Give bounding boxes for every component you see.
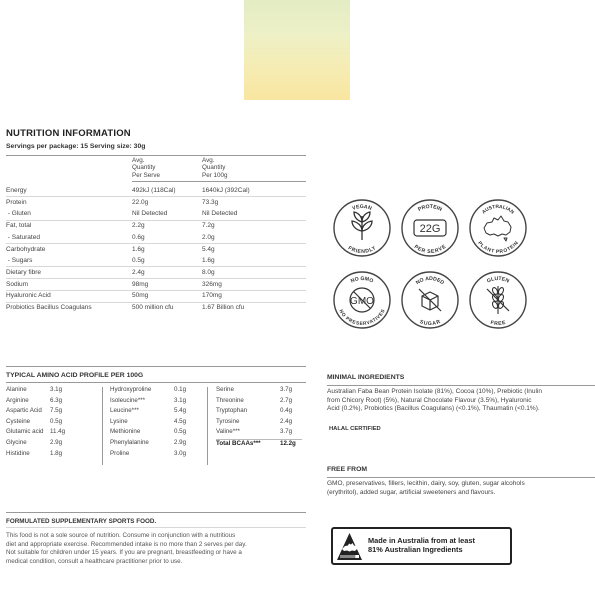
amino-value: 2.9g xyxy=(50,438,63,446)
nutrition-row xyxy=(6,290,306,301)
no-added-sugar-badge xyxy=(400,270,460,330)
amino-value: 3.7g xyxy=(280,428,293,436)
divider xyxy=(6,366,306,367)
australian-made-logo-icon xyxy=(336,532,363,561)
amino-name: Proline xyxy=(110,449,130,457)
nutrition-row xyxy=(6,185,306,196)
nutrient-name: Carbohydrate xyxy=(6,245,46,253)
amino-value: 12.2g xyxy=(280,439,296,447)
svg-text:PROTEIN: PROTEIN xyxy=(417,203,443,213)
svg-text:NO ADDED: NO ADDED xyxy=(414,275,446,287)
per-100g-value: 2.0g xyxy=(202,233,215,241)
amino-value: 0.5g xyxy=(50,417,63,425)
amino-value: 2.9g xyxy=(174,438,187,446)
per-serve-value: 98mg xyxy=(132,280,149,288)
amino-row xyxy=(6,418,92,429)
divider xyxy=(327,477,595,478)
amino-value: 3.7g xyxy=(280,386,293,393)
free-from-title: FREE FROM xyxy=(327,466,368,473)
per-serve-value: 50mg xyxy=(132,292,149,300)
vegan-friendly-badge xyxy=(332,198,392,258)
amino-value: 3.1g xyxy=(50,386,63,393)
halal-certified: HALAL CERTIFIED xyxy=(329,426,381,432)
divider xyxy=(6,155,306,156)
per-serve-value: 500 million cfu xyxy=(132,304,174,311)
amino-name: Phenylalanine xyxy=(110,438,149,446)
australia-map-icon xyxy=(484,216,511,241)
amino-name: Cysteine xyxy=(6,417,31,425)
ingredients-title: MINIMAL INGREDIENTS xyxy=(327,374,405,381)
amino-row xyxy=(110,439,190,450)
per-serve-value: 22.0g xyxy=(132,198,149,206)
amino-name: Valine*** xyxy=(216,428,240,436)
svg-text:SUGAR: SUGAR xyxy=(418,318,442,328)
amino-row xyxy=(6,439,92,450)
nutrient-name: Hyaluronic Acid xyxy=(6,292,51,300)
svg-text:GMO: GMO xyxy=(350,296,374,307)
amino-value: 4.5g xyxy=(174,417,187,425)
divider xyxy=(6,527,306,528)
per-100g-value: 170mg xyxy=(202,292,222,300)
col-header-per-100g: Avg. Quantity Per 100g xyxy=(202,157,228,179)
nutrition-row xyxy=(6,208,306,219)
nutrition-row xyxy=(6,267,306,278)
amino-name: Hydroxyproline xyxy=(110,386,152,393)
nutrient-name: Fat, total xyxy=(6,222,32,230)
svg-text:FREE: FREE xyxy=(489,319,507,328)
per-serve-value: 2.4g xyxy=(132,268,145,276)
per-serve-value: 0.5g xyxy=(132,257,145,265)
divider xyxy=(6,382,306,383)
amino-row xyxy=(6,407,92,418)
per-100g-value: 1640kJ (392Cal) xyxy=(202,187,250,194)
amino-row xyxy=(110,428,190,439)
svg-text:NO PRESERVATIVES: NO PRESERVATIVES xyxy=(337,309,387,328)
amino-value: 6.3g xyxy=(50,396,63,404)
nutrient-name: Dietary fibre xyxy=(6,268,42,276)
formulated-sports-food: FORMULATED SUPPLEMENTARY SPORTS FOOD. xyxy=(6,518,157,525)
svg-text:22G: 22G xyxy=(419,223,441,235)
amino-value: 7.5g xyxy=(50,407,63,415)
amino-name: Tyrosine xyxy=(216,417,240,425)
amino-value: 11.4g xyxy=(50,428,66,436)
ingredient-percentage-bar xyxy=(340,555,355,558)
gluten-free-badge xyxy=(468,270,528,330)
nutrition-row xyxy=(6,232,306,243)
amino-row xyxy=(216,418,302,429)
amino-col-2 xyxy=(110,386,190,460)
amino-value: 0.4g xyxy=(280,407,293,415)
divider xyxy=(327,385,595,386)
amino-row xyxy=(6,428,92,439)
amino-name: Lysine xyxy=(110,417,128,425)
protein-per-serve-badge xyxy=(400,198,460,258)
svg-text:NO GMO: NO GMO xyxy=(349,275,375,285)
per-100g-value: 1.67 Billion cfu xyxy=(202,304,245,311)
amino-name: Histidine xyxy=(6,449,30,457)
per-100g-value: 5.4g xyxy=(202,245,215,253)
certification-badges xyxy=(328,198,528,336)
amino-row xyxy=(110,450,190,461)
amino-value: 3.0g xyxy=(174,449,187,457)
amino-value: 2.4g xyxy=(280,417,293,425)
amino-row xyxy=(110,407,190,418)
col-header-per-serve: Avg. Quantity Per Serve xyxy=(132,157,160,179)
amino-name: Glycine xyxy=(6,438,27,446)
nutrition-row xyxy=(6,220,306,231)
amino-value: 0.5g xyxy=(174,428,187,436)
amino-name: Isoleucine*** xyxy=(110,396,146,404)
amino-name: Serine xyxy=(216,386,234,393)
per-100g-value: 1.6g xyxy=(202,257,215,265)
svg-text:FRIENDLY: FRIENDLY xyxy=(346,245,378,256)
amino-row xyxy=(110,386,190,397)
amino-name: Tryptophan xyxy=(216,407,248,415)
amino-row xyxy=(216,407,302,418)
per-100g-value: Nil Detected xyxy=(202,210,238,218)
per-serve-value: 2.2g xyxy=(132,222,145,230)
amino-value: 3.1g xyxy=(174,396,187,404)
amino-row xyxy=(216,428,302,439)
nutrient-name: Protein xyxy=(6,198,27,206)
amino-row xyxy=(110,418,190,429)
amino-value: 2.7g xyxy=(280,396,293,404)
amino-value: 0.1g xyxy=(174,386,187,393)
per-100g-value: 326mg xyxy=(202,280,222,288)
svg-text:GLUTEN: GLUTEN xyxy=(486,275,510,285)
nutrition-row xyxy=(6,302,306,313)
nutrient-name: - Sugars xyxy=(6,257,33,265)
svg-text:PLANT PROTEIN: PLANT PROTEIN xyxy=(476,240,520,256)
nutrition-row xyxy=(6,255,306,266)
leaf-icon xyxy=(352,212,372,240)
amino-name: Glutamic acid xyxy=(6,428,44,436)
amino-value: 5.4g xyxy=(174,407,187,415)
divider xyxy=(132,181,306,182)
amino-title: TYPICAL AMINO ACID PROFILE PER 100G xyxy=(6,372,144,379)
amino-name: Leucine*** xyxy=(110,407,139,415)
amino-row xyxy=(216,397,302,408)
amino-name: Arginine xyxy=(6,396,29,404)
amino-row xyxy=(6,397,92,408)
nutrient-name: Sodium xyxy=(6,280,29,288)
amino-name: Aspartic Acid xyxy=(6,407,42,415)
made-in-australia-label xyxy=(331,527,512,565)
amino-col-3 xyxy=(216,386,302,450)
amino-name: Total BCAAs*** xyxy=(216,439,261,447)
per-serve-value: 0.6g xyxy=(132,233,145,241)
amino-row xyxy=(216,439,302,450)
amino-value: 1.8g xyxy=(50,449,63,457)
amino-row xyxy=(216,386,302,397)
servings-info: Servings per package: 15 Serving size: 30g xyxy=(6,143,146,150)
amino-row xyxy=(6,450,92,461)
divider xyxy=(6,512,306,513)
product-pack-image xyxy=(244,0,350,100)
nutrient-name: - Saturated xyxy=(6,233,40,241)
amino-col-1 xyxy=(6,386,92,460)
free-from-text: GMO, preservatives, fillers, lecithin, dairy, soy, gluten, sugar alcohols (erythritol), added sugar, artificial sweeteners and flavours. xyxy=(327,480,525,496)
disclaimer-text: This food is not a sole source of nutrition. Consume in conjunction with a nutritious diet and appropriate exercise. Recommended intake is no more than 2 serves per day. Not suitable for children under 15 years. If you are pregnant, breastfeeding or have a medical condition, consult a healthcare practitioner prior to use. xyxy=(6,532,247,565)
column-divider xyxy=(102,387,103,465)
nutrition-row xyxy=(6,279,306,290)
amino-name: Methionine xyxy=(110,428,141,436)
no-gmo-badge xyxy=(332,270,392,330)
svg-text:AUSTRALIAN: AUSTRALIAN xyxy=(481,204,515,216)
per-serve-value: 1.6g xyxy=(132,245,145,253)
per-100g-value: 8.0g xyxy=(202,268,215,276)
nutrition-title: NUTRITION INFORMATION xyxy=(6,128,131,139)
nutrient-name: Energy xyxy=(6,187,27,194)
ingredients-text: Australian Faba Bean Protein Isolate (81%), Cocoa (10%), Prebiotic (Inulin from Chicory Root) (5%), Natural Chocolate Flavour (3.5%), Hyaluronic Acid (0.2%), Probiotics (Bacillus Coagulans) (<0.1%), Thaumatin (<0.1%). xyxy=(327,388,542,413)
nutrient-name: - Gluten xyxy=(6,210,31,218)
svg-text:VEGAN: VEGAN xyxy=(351,203,373,212)
australian-plant-protein-badge xyxy=(468,198,528,258)
column-divider xyxy=(207,387,208,465)
per-100g-value: 7.2g xyxy=(202,222,215,230)
amino-row xyxy=(110,397,190,408)
nutrient-name: Probiotics Bacillus Coagulans xyxy=(6,304,92,311)
per-serve-value: Nil Detected xyxy=(132,210,168,218)
amino-name: Threonine xyxy=(216,396,244,404)
per-serve-value: 492kJ (118Cal) xyxy=(132,187,176,194)
nutrition-row xyxy=(6,197,306,208)
made-in-text: Made in Australia from at least 81% Australian Ingredients xyxy=(368,536,475,555)
per-100g-value: 73.3g xyxy=(202,198,219,206)
svg-text:PER SERVE: PER SERVE xyxy=(412,244,448,256)
amino-name: Alanine xyxy=(6,386,27,393)
nutrition-row xyxy=(6,244,306,255)
amino-row xyxy=(6,386,92,397)
